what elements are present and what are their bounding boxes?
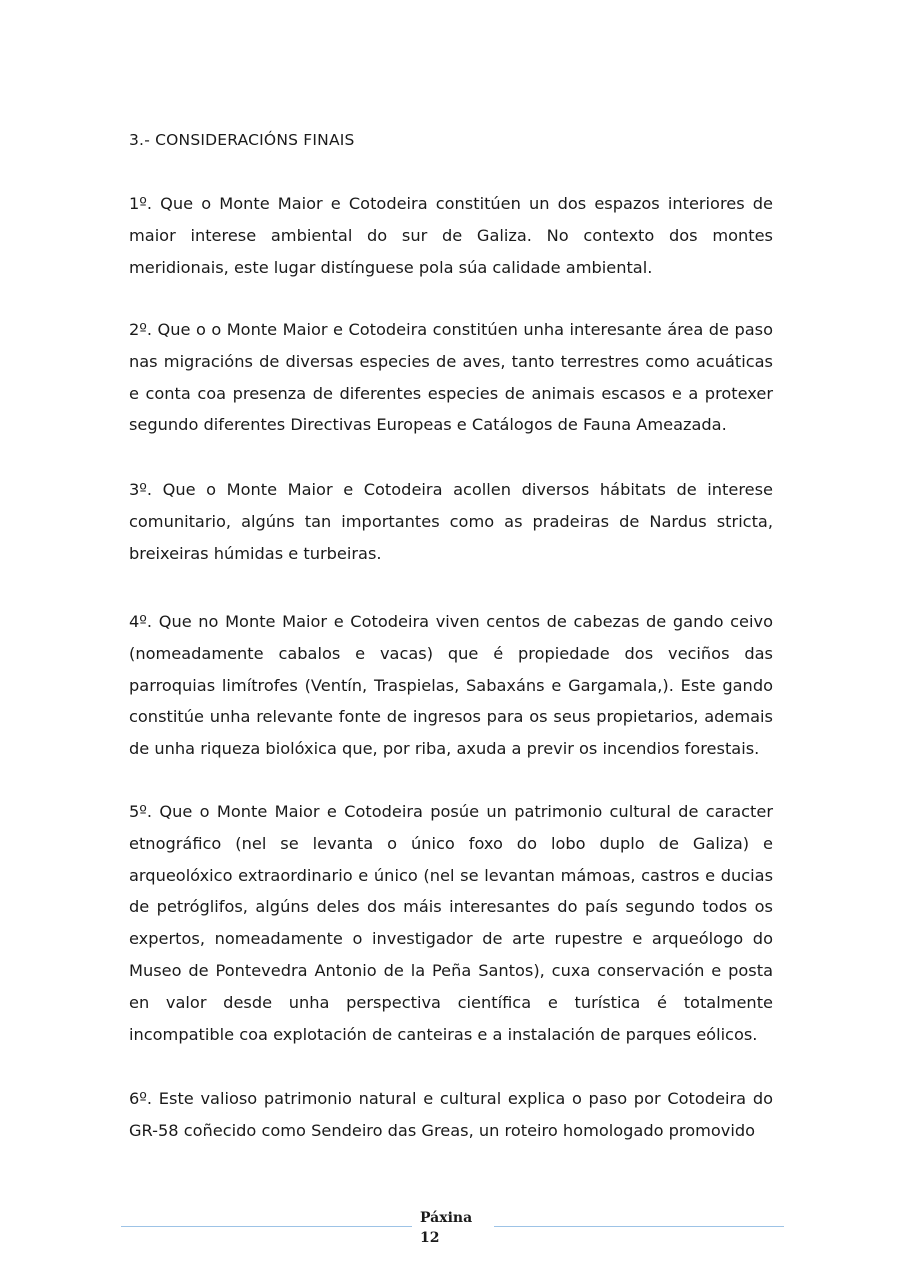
footer-rule-left: [121, 1226, 412, 1227]
paragraph-3: 3º. Que o Monte Maior e Cotodeira acollen diversos hábitats de interese comunitario, algúns tan importantes como as pradeiras de Nardus stricta, breixeiras húmidas e turbeiras.: [129, 480, 773, 563]
page-number: 12: [420, 1230, 440, 1246]
section-heading: 3.- CONSIDERACIÓNS FINAIS: [129, 131, 355, 149]
paragraph-6: 6º. Este valioso patrimonio natural e cultural explica o paso por Cotodeira do GR-58 coñecido como Sendeiro das Greas, un roteiro homologado promovido: [129, 1089, 773, 1140]
paragraph-1: 1º. Que o Monte Maior e Cotodeira constitúen un dos espazos interiores de maior interese ambiental do sur de Galiza. No contexto dos montes meridionais, este lugar distínguese pola súa calidade ambiental.: [129, 194, 773, 277]
paragraph-2: 2º. Que o o Monte Maior e Cotodeira constitúen unha interesante área de paso nas migracións de diversas especies de aves, tanto terrestres como acuáticas e conta coa presenza de diferentes especies de animais escasos e a protexer segundo diferentes Directivas Europeas e Catálogos de Fauna Ameazada.: [129, 320, 773, 435]
footer-rule-right: [494, 1226, 784, 1227]
paragraph-5: 5º. Que o Monte Maior e Cotodeira posúe un patrimonio cultural de caracter etnográfico (nel se levanta o único foxo do lobo duplo de Galiza) e arqueolóxico extraordinario e único (nel se levantan mámoas, castros e ducias de petróglifos, algúns deles dos máis interesantes do país segundo todos os expertos, nomeadamente o investigador de arte rupestre e arqueólogo do Museo de Pontevedra Antonio de la Peña Santos), cuxa conservación e posta en valor desde unha perspectiva científica e turística é totalmente incompatible coa explotación de canteiras e a instalación de parques eólicos.: [129, 802, 773, 1044]
paragraph-4: 4º. Que no Monte Maior e Cotodeira viven centos de cabezas de gando ceivo (nomeadamente cabalos e vacas) que é propiedade dos veciños das parroquias limítrofes (Ventín, Traspielas, Sabaxáns e Gargamala,). Este gando constitúe unha relevante fonte de ingresos para os seus propietarios, ademais de unha riqueza biolóxica que, por riba, axuda a previr os incendios forestais.: [129, 612, 773, 759]
page-label: Páxina: [420, 1210, 473, 1226]
